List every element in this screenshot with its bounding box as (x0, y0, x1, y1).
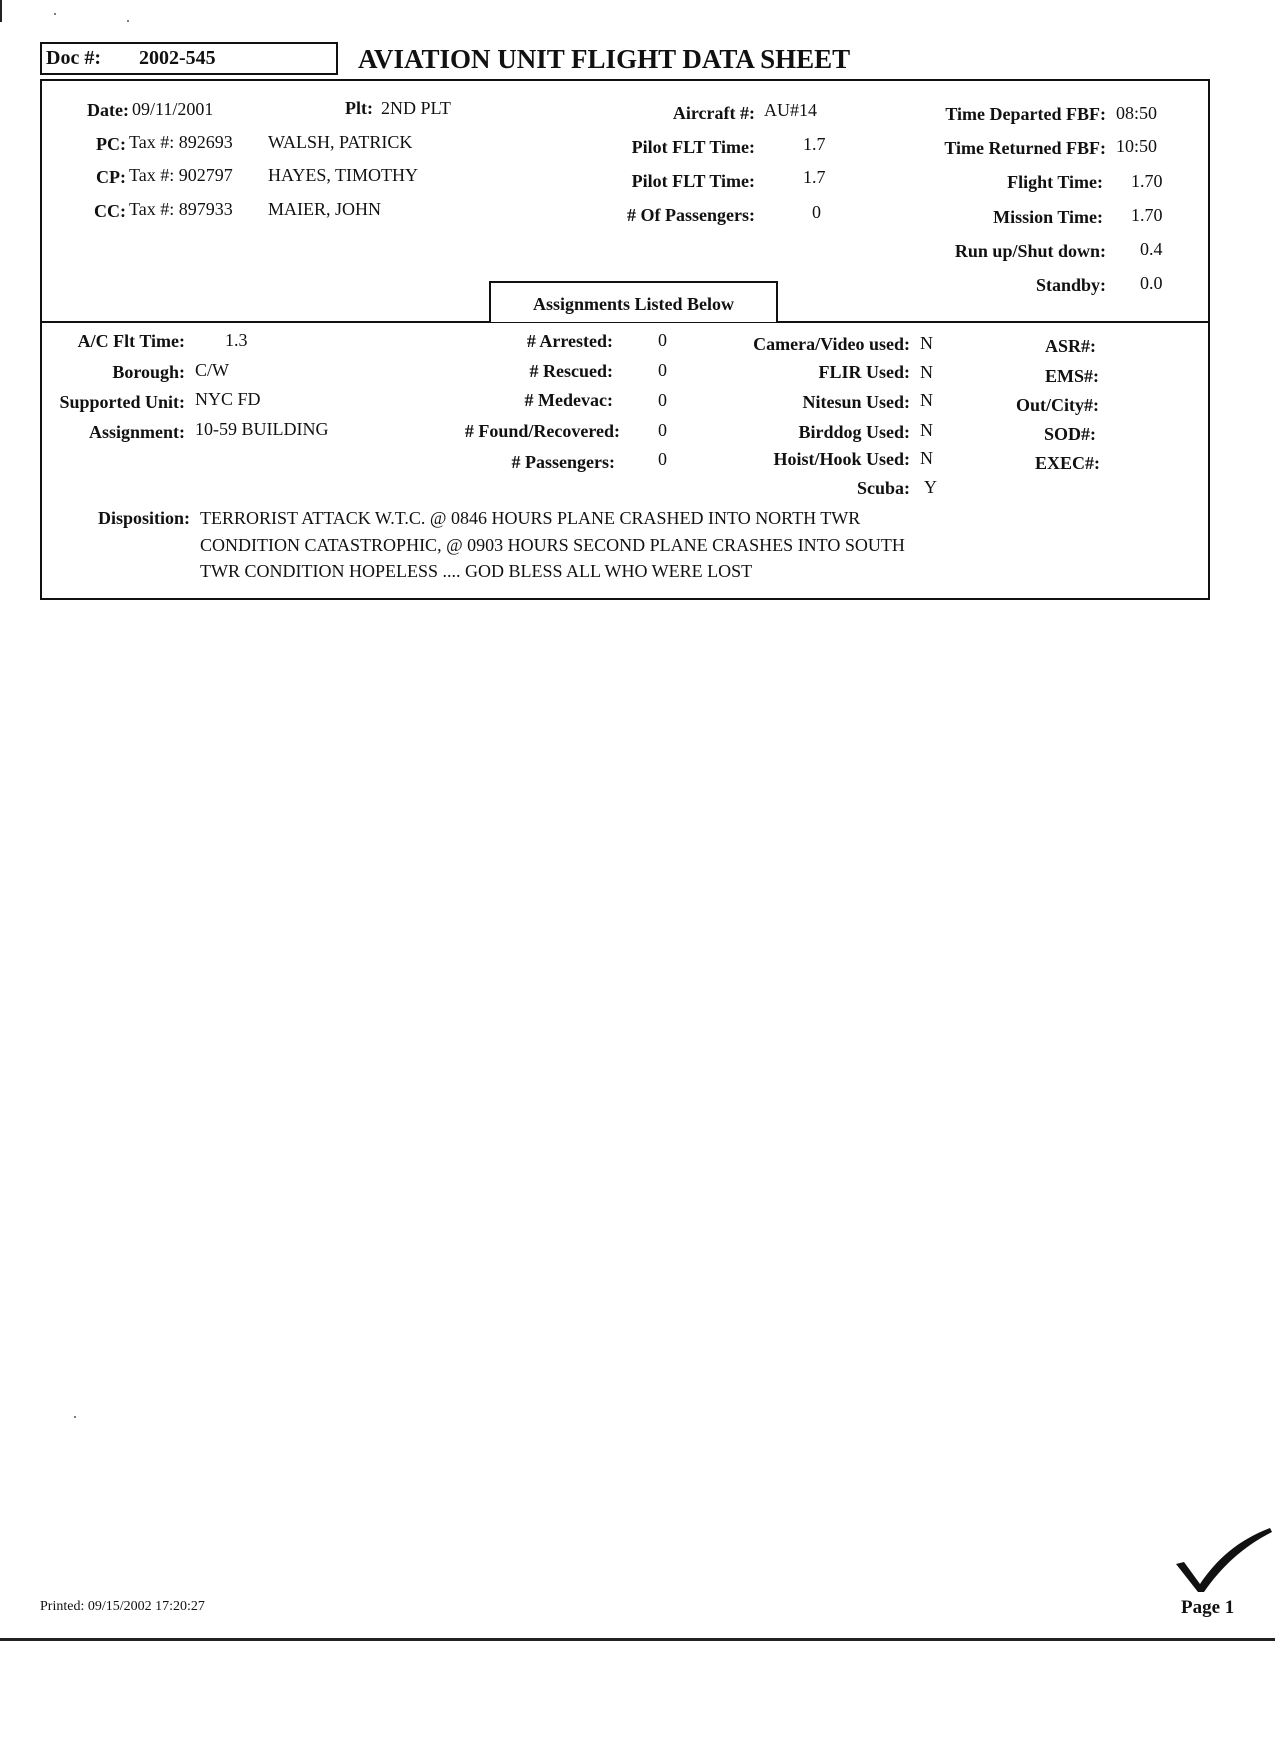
pc-label: PC: (96, 134, 126, 154)
of-passengers-value: 0 (812, 202, 821, 222)
mission-time-label: Mission Time: (993, 207, 1103, 227)
standby-label: Standby: (1035, 275, 1106, 295)
supported-unit-value: NYC FD (195, 389, 261, 409)
aircraft-label: Aircraft #: (672, 103, 755, 123)
passengers-label: # Passengers: (511, 452, 615, 472)
mission-time-value: 1.70 (1131, 205, 1163, 225)
camera-video-value: N (920, 333, 933, 353)
hoist-hook-used-value: N (920, 448, 933, 468)
disposition-line-3: TWR CONDITION HOPELESS .... GOD BLESS ALL WHO WERE LOST (200, 561, 753, 581)
cp-name: HAYES, TIMOTHY (268, 165, 419, 185)
plt-label: Plt: (345, 98, 373, 118)
ems-label: EMS#: (1045, 366, 1099, 386)
ac-flt-time-label: A/C Flt Time: (77, 331, 185, 351)
runup-shutdown-value: 0.4 (1140, 239, 1163, 259)
rescued-label: # Rescued: (529, 361, 613, 381)
asr-label: ASR#: (1044, 336, 1096, 356)
pilot-flt-time-1-label: Pilot FLT Time: (631, 137, 755, 157)
arrested-value: 0 (658, 330, 667, 350)
assignment-value: 10-59 BUILDING (195, 419, 329, 439)
standby-value: 0.0 (1140, 273, 1163, 293)
pc-tax: Tax #: 892693 (129, 132, 233, 152)
aircraft-value: AU#14 (764, 100, 817, 120)
disposition-line-2: CONDITION CATASTROPHIC, @ 0903 HOURS SECOND PLANE CRASHES INTO SOUTH (200, 535, 905, 555)
flight-time-label: Flight Time: (1007, 172, 1103, 192)
page-number: Page 1 (1181, 1597, 1235, 1618)
cp-label: CP: (96, 167, 126, 187)
rescued-value: 0 (658, 360, 667, 380)
scan-speck (54, 13, 56, 15)
time-returned-value: 10:50 (1116, 136, 1158, 156)
of-passengers-label: # Of Passengers: (627, 205, 755, 225)
cc-name: MAIER, JOHN (268, 199, 382, 219)
exec-label: EXEC#: (1034, 453, 1100, 473)
borough-value: C/W (195, 360, 229, 380)
disposition-label: Disposition: (97, 508, 190, 528)
scan-edge-mark (0, 0, 2, 22)
scuba-label: Scuba: (856, 478, 910, 498)
scan-speck (74, 1416, 76, 1418)
time-departed-label: Time Departed FBF: (945, 104, 1106, 124)
cp-tax: Tax #: 902797 (129, 165, 233, 185)
page-title: AVIATION UNIT FLIGHT DATA SHEET (358, 44, 851, 74)
runup-shutdown-label: Run up/Shut down: (954, 241, 1106, 261)
pc-name: WALSH, PATRICK (268, 132, 413, 152)
scuba-value: Y (924, 477, 937, 497)
nitesun-used-value: N (920, 390, 933, 410)
hoist-hook-used-label: Hoist/Hook Used: (773, 449, 910, 469)
scan-speck (127, 20, 129, 22)
found-recovered-value: 0 (658, 420, 667, 440)
assignment-label: Assignment: (88, 422, 185, 442)
pilot-flt-time-1-value: 1.7 (803, 134, 826, 154)
birddog-used-label: Birddog Used: (798, 422, 910, 442)
ac-flt-time-value: 1.3 (225, 330, 248, 350)
assignments-tab-label: Assignments Listed Below (532, 294, 734, 314)
pilot-flt-time-2-label: Pilot FLT Time: (631, 171, 755, 191)
flight-time-value: 1.70 (1131, 171, 1163, 191)
pilot-flt-time-2-value: 1.7 (803, 167, 826, 187)
medevac-value: 0 (658, 390, 667, 410)
birddog-used-value: N (920, 420, 933, 440)
out-city-label: Out/City#: (1016, 395, 1099, 415)
printed-timestamp: Printed: 09/15/2002 17:20:27 (40, 1599, 205, 1614)
sod-label: SOD#: (1043, 424, 1096, 444)
cc-label: CC: (94, 201, 126, 221)
doc-label: Doc #: (46, 47, 101, 69)
cc-tax: Tax #: 897933 (129, 199, 233, 219)
arrested-label: # Arrested: (526, 331, 613, 351)
camera-video-label: Camera/Video used: (753, 334, 910, 354)
disposition-line-1: TERRORIST ATTACK W.T.C. @ 0846 HOURS PLANE CRASHED INTO NORTH TWR (200, 508, 861, 528)
nitesun-used-label: Nitesun Used: (802, 392, 910, 412)
found-recovered-label: # Found/Recovered: (464, 421, 620, 441)
flir-used-value: N (920, 362, 933, 382)
passengers-value: 0 (658, 449, 667, 469)
page-bottom-rule (0, 1638, 1275, 1641)
time-returned-label: Time Returned FBF: (944, 138, 1106, 158)
date-value: 09/11/2001 (132, 99, 214, 119)
supported-unit-label: Supported Unit: (59, 392, 185, 412)
date-label: Date: (87, 100, 129, 120)
borough-label: Borough: (112, 362, 185, 382)
flir-used-label: FLIR Used: (818, 362, 910, 382)
doc-number: 2002-545 (139, 47, 216, 69)
medevac-label: # Medevac: (524, 390, 613, 410)
time-departed-value: 08:50 (1116, 103, 1158, 123)
plt-value: 2ND PLT (381, 98, 451, 118)
checkmark-icon (1172, 1524, 1275, 1594)
